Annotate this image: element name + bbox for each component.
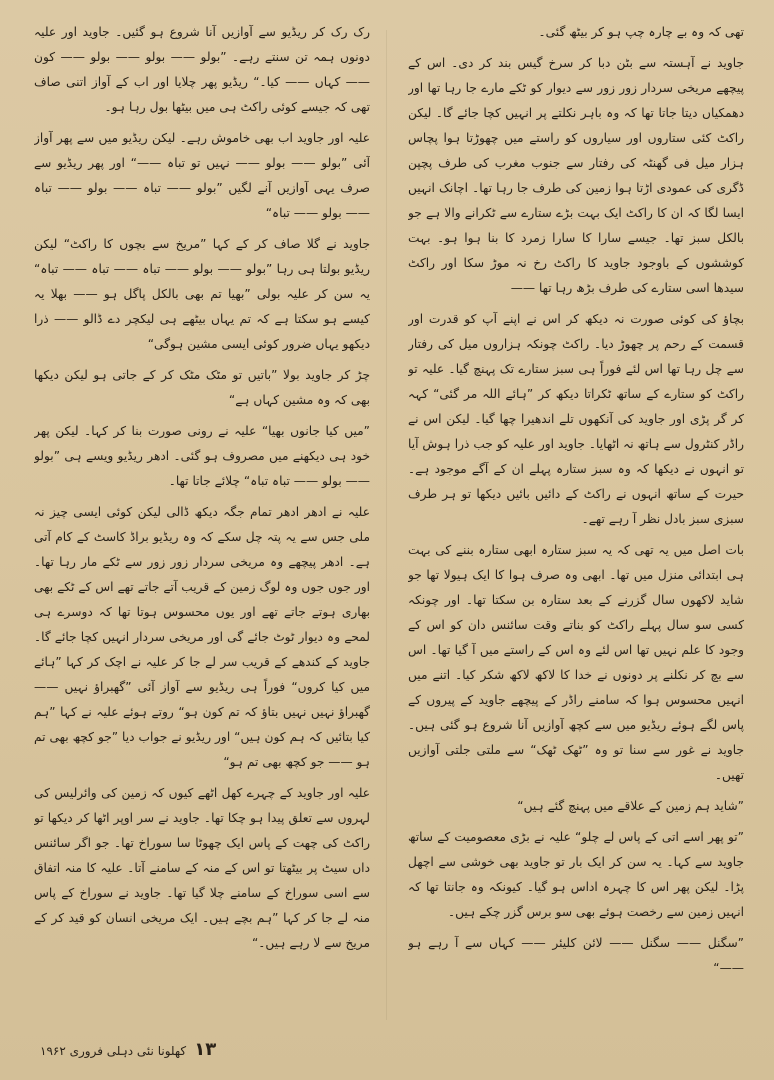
paragraph: جاوید نے گلا صاف کر کے کہا ”مریخ سے بچوں کا راکٹ“ لیکن ریڈیو بولتا ہی رہا ”بولو —— بولو —— تباہ —— تباہ —— تباہ“ یہ سن کر علیہ بولی ”بھیا تم بھی بالکل پاگل ہو —— بھلا یہ کیسے ہو سکتا ہے کہ تم یہاں بیٹھے ہی لیکچر دے ڈالو —— ذرا دیکھو یہاں ضرور کوئی ایسی مشین ہوگی“ bbox=[34, 237, 370, 351]
paragraph: جاوید نے آہستہ سے بٹن دبا کر سرخ گیس بند کر دی۔ اس کے پیچھے مریخی سردار زور زور سے دیوار کو ٹکے مارے جا رہا تھا اور دھمکیاں دیتا جاتا تھا کہ وہ باہر نکلتے پر انہیں کچا جائے گا۔ لیکن راکٹ کئی ستاروں اور سیاروں کو راستے میں چھوڑتا ہوا پچاس ہزار میل فی گھنٹہ کی رفتار سے جنوب مغرب کی طرف پچپن ڈگری کی عمودی اڑتا ہوا زمین کی طرف جا رہا تھا۔ اچانک انہیں ایسا لگا کہ ان کا راکٹ ایک بہت بڑے ستارے سے ٹکرانے والا ہے جو بالکل سبز تھا۔ جیسے سارا کا سارا زمرد کا بنا ہوا ہو۔ بہت کوششوں کے باوجود جاوید کا راکٹ رخ نہ موڑ سکا اور راکٹ سیدھا اسی ستارے کی طرف بڑھ رہا تھا —— bbox=[408, 56, 744, 295]
paragraph: رک رک کر ریڈیو سے آوازیں آنا شروع ہو گئیں۔ جاوید اور علیہ دونوں ہمہ تن سنتے رہے۔ ”بولو —— بولو —— بولو —— کون —— کہاں —— کیا۔“ ریڈیو پھر چلایا اور اب کے آواز اتنی صاف تھی کہ جیسے کوئی راکٹ ہی میں بیٹھا بول رہا ہو۔ bbox=[34, 25, 370, 114]
paragraph: علیہ نے ادھر ادھر تمام جگہ دیکھ ڈالی لیکن کوئی ایسی چیز نہ ملی جس سے یہ پتہ چل سکے کہ وہ ریڈیو براڈ کاسٹ کے کام آتی ہے۔ ادھر پیچھے وہ مریخی سردار زور زور سے ٹکے مار رہا تھا۔ اور جوں جوں وہ لوگ زمین کے قریب آتے جاتے تھے اس کے ٹکے بھی بھاری ہوتے جاتے تھے اور یوں محسوس ہوتا تھا کہ دوسرے ہی لمحے وہ دیوار ٹوٹ جائے گی اور مریخی سردار انہیں کچا جائے گا۔ جاوید کے کندھے کے قریب سر لے جا کر علیہ نے اچک کر کہا ”ہائے میں کیا کروں“ فوراً ہی ریڈیو سے آواز آئی ”گھبراؤ نہیں —— گھبراؤ نہیں نہیں بتاؤ کہ تم کون ہو“ روتے ہوئے علیہ نے کہا ”ہم کیا بتائیں کہ ہم کون ہیں“ اور ریڈیو نے جواب دیا ”جو کچھ بھی تم ہو —— جو کچھ بھی تم ہو“ bbox=[34, 505, 370, 769]
paragraph: ”شاید ہم زمین کے علاقے میں پہنچ گئے ہیں“ bbox=[517, 799, 744, 813]
paragraph: ”میں کیا جانوں بھیا“ علیہ نے رونی صورت بنا کر کہا۔ لیکن پھر خود ہی دیکھنے میں مصروف ہو گئی۔ ادھر ریڈیو ویسے ہی ”بولو —— بولو —— تباہ تباہ“ چلائے جاتا تھا۔ bbox=[34, 424, 370, 488]
right-column bbox=[408, 20, 744, 1025]
paragraph: چڑ کر جاوید بولا ”باتیں تو مٹک مٹک کر کے جاتی ہو لیکن دیکھا بھی کہ وہ مشین کہاں ہے“ bbox=[34, 368, 370, 407]
left-column bbox=[34, 20, 370, 1025]
paragraph: ”تو پھر اسے اتی کے پاس لے چلو“ علیہ نے بڑی معصومیت کے ساتھ جاوید سے کہا۔ یہ سن کر ایک بار تو جاوید بھی خوشی سے اچھل پڑا۔ لیکن پھر اس کا چہرہ اداس ہو گیا۔ کیونکہ وہ جانتا تھا کہ انہیں زمین سے رخصت ہوئے بھی سو برس گزر چکے ہیں۔ bbox=[408, 830, 744, 919]
paragraph: علیہ اور جاوید کے چہرے کھل اٹھے کیوں کہ زمین کی وائرلیس کی لہروں سے تعلق پیدا ہو چکا تھا۔ جاوید نے سر اوپر اٹھا کر دیکھا تو راکٹ کی چھت کے پاس ایک چھوٹا سا سوراخ تھا۔ جو اگر سائنس داں سیٹ پر بیٹھتا تو اس کے منہ کے سامنے آتا۔ علیہ کا منہ اتفاق سے اسی سوراخ کے سامنے چلا گیا تھا۔ جاوید نے سوراخ کے پاس منہ لے جا کر کہا ”ہم بچے ہیں۔ ایک مریخی انسان کو قید کر کے مریخ سے لا رہے ہیں۔“ bbox=[34, 786, 370, 950]
paragraph: بات اصل میں یہ تھی کہ یہ سبز ستارہ ابھی ستارہ بننے کی بہت ہی ابتدائی منزل میں تھا۔ ابھی وہ صرف ہوا کا ایک ہیولا تھا جو شاید لاکھوں سال گزرنے کے بعد ستارہ بن سکتا تھا۔ اور چونکہ کسی سو سال پہلے راکٹ کو بناتے وقت سائنس دان کو اس کے وجود کا علم نہیں تھا اس لئے وہ اس کے راستے میں آ گیا تھا۔ اس سے بچ کر نکلنے پر دونوں نے خدا کا لاکھ لاکھ شکر کیا۔ اتنے میں انہیں محسوس ہوا کہ سامنے راڈر کے پیچھے جاوید کے پیروں کے پاس لگے ہوئے ریڈیو میں سے کچھ آوازیں آنا شروع ہو گئی ہیں۔ جاوید نے غور سے سنا تو وہ ”ٹھک ٹھک“ سے ملتی جلتی آوازیں تھیں۔ bbox=[408, 543, 744, 782]
page-footer bbox=[40, 1039, 216, 1060]
page-number: ۱۳ bbox=[194, 1039, 217, 1060]
column-divider bbox=[386, 30, 387, 1020]
paragraph: ”سگنل —— سگنل —— لائن کلیئر —— کہاں سے آ رہے ہو ——“ bbox=[408, 936, 744, 975]
paragraph: علیہ اور جاوید اب بھی خاموش رہے۔ لیکن ریڈیو میں سے پھر آواز آئی ”بولو —— بولو —— نہیں تو تباہ ——“ اور پھر ریڈیو سے صرف یہی آوازیں آنے لگیں ”بولو —— تباہ —— بولو —— تباہ —— بولو —— تباہ“ bbox=[34, 131, 370, 220]
paragraph: بچاؤ کی کوئی صورت نہ دیکھ کر اس نے اپنے آپ کو قدرت اور قسمت کے رحم پر چھوڑ دیا۔ راکٹ چونکہ ہزاروں میل کی رفتار سے چل رہا تھا اس لئے فوراً ہی سبز ستارے تک پہنچ گیا۔ علیہ تو راکٹ کو ستارے کے ساتھ ٹکراتا دیکھ کر ”ہائے اللہ مر گئی“ کہہ کر گر پڑی اور جاوید کی آنکھوں تلے اندھیرا چھا گیا۔ لیکن اس نے راڈر کنٹرول سے ہاتھ نہ اٹھایا۔ جاوید اور علیہ کو جب ذرا ہوش آیا تو انہوں نے دیکھا کہ وہ سبز ستارہ پہلے ان کے آگے موجود ہے۔ حیرت کے ساتھ انہوں نے راکٹ کے دائیں بائیں دیکھا تو ہر طرف سبزی سبز بادل نظر آ رہے تھے۔ bbox=[408, 312, 744, 526]
paragraph: تھی کہ وہ بے چارہ چپ ہو کر بیٹھ گئی۔ bbox=[538, 25, 744, 39]
magazine-name: کھلونا نئی دہلی فروری ۱۹۶۲ bbox=[40, 1044, 187, 1058]
